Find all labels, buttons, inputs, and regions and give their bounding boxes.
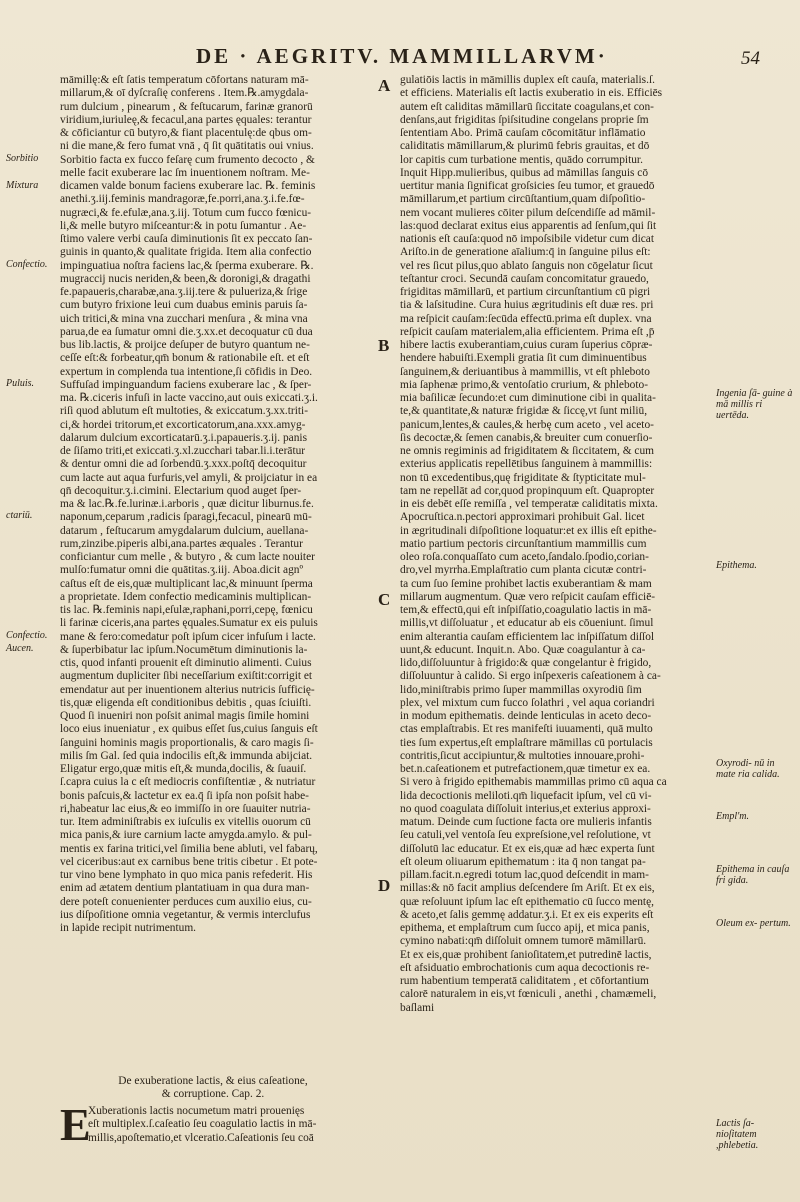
text-line: guinis in quanto,& qualitate frigida. Item alia confectio (60, 246, 312, 259)
text-line: las:quod declarat exitus eius apparentis ad ſenſum,qui ſit (400, 219, 657, 232)
margin-note-aucen: Aucen. (6, 643, 34, 654)
text-line: matum. Deinde cum ſuctione facta ore mulieris infantis (400, 816, 652, 828)
page-header (196, 44, 760, 74)
text-line: rum habentium temperatā caliditatem , et cōfortantium (400, 975, 649, 987)
text-line: fe.papaueris,charabæ,ana.ʒ.iij.tere & puluerizа,& ſrige (60, 286, 308, 298)
text-line: panicum,lentes,& caules,& herbę cum aceto , vel aceto- (400, 418, 654, 431)
text-line: qn̄ decoquitur.ʒ.i.cimini. Electarium quod auget ſper- (60, 484, 302, 497)
text-line: & aceto,et ſalis gemmę addatur.ʒ.i. Et ex eis experits eſt (400, 908, 654, 921)
text-line: ſententiam Abo. Primā cauſam cōcomitātur inflāmatio (400, 127, 646, 139)
text-line: plex, vel mixtum cum fucco ſolathri , vel aqua coriandri (400, 696, 655, 709)
section-letter-a: A (378, 76, 391, 95)
margin-note-electarium: ctariū. (6, 510, 33, 521)
chapter-opening-line: eſt multiplex.ſ.caſeatio ſeu coagulatio lactis in mā- (88, 1118, 317, 1131)
text-line: uich tritici,& mina vna zucchari menſura , & mina vna (60, 312, 308, 325)
text-line: māmillarum,et partium circūſtantium,quam diſpoſitio- (400, 193, 646, 206)
text-line: hendere habuiſti.Exempli gratia ſit cum diminuentibus (400, 352, 647, 365)
text-line: caſtus eſt de eis,quæ multiplicant lac,& minuunt ſperma (60, 577, 313, 590)
text-line: ſeu catuli,vel ventoſa ſeu expreſsione,vel reſolutione, vt (400, 829, 651, 842)
text-line: tis lac. ℞.feminis napi,eſulæ,raphani,porri,cepę, fœnicu (60, 604, 313, 616)
text-line: naponum,ceparum ,radicis ſparagi,fecacul, pinearū mū- (60, 511, 312, 524)
margin-note-oxyrodinum: Oxyrodi- nū in mate ria calida. (716, 758, 780, 780)
margin-note-lactis: Lactis ſa- nioſitatem ,phlebetia. (716, 1118, 759, 1151)
text-line: Suffuſad impinguandum faciens exuberare lac , & ſper- (60, 378, 312, 391)
text-line: enim ad ætatem dentium plantatiuam in qua dura man- (60, 882, 310, 895)
text-line: millarum augmentum. Quæ vero reſpicit cauſam efficiē- (400, 590, 656, 603)
text-line: lor capitis cum turbatione mentis, quādo corrumpitur. (400, 153, 643, 166)
text-line: diſſolutū lac educatur. Et ex eis,quæ ad hæc experta ſunt (400, 842, 655, 855)
text-line: tur. Item adminiſtrabis ex iuſculis ex vitellis ouorum cū (60, 816, 311, 828)
text-line: Sorbitio facta ex fucco feſarę cum frumento decocto , & (60, 153, 315, 166)
text-line: impinguatiua noſtra faciens lac,& ſperma exuberare. ℞. (60, 259, 314, 272)
text-line: teſtantur croci. Secundā cauſam concomitatur grauedo, (400, 272, 649, 285)
text-line: contritis,ſicut accipiuntur,& multoties innouare,prohi- (400, 749, 645, 762)
text-line: & cōficiantur cū butyro,& fiant placentulę:de qbus om- (60, 127, 312, 139)
text-line: frigiditas māmillarū, et partium circunſtantium cū pigri (400, 286, 651, 298)
text-line: ties ſum expertus,eſt emplaſtrare māmillas cū portulacis (400, 736, 653, 749)
text-line: bus lib.lactis, & proijce deſuper de butyro quantum ne- (60, 339, 310, 351)
text-line: bonis paſcuis,& lactetur ex ea.q̄ ſi ipſa non poſsit habe- (60, 789, 309, 802)
text-line: nugræci,& fe.efulæ,ana.ʒ.iij. Totum cum fucco fœnicu- (60, 206, 312, 219)
text-line: mia ſaphenæ primo,& ventoſatio crurium, & phleboto- (400, 378, 649, 391)
text-line: Apocruſtica.n.pectori approximari prohibuit Gal. licet (400, 511, 645, 524)
margin-note-oleum: Oleum ex- pertum. (716, 918, 791, 929)
text-line: mentis ex farina tritici,vel ſimilia bene abluti, vel fabarų, (60, 842, 318, 855)
text-line: ri,habeatur lac eius,& eo immiſſo in ore ſuauiter nutria- (60, 802, 311, 815)
margin-note-mixtura: Mixtura (6, 180, 39, 191)
text-line: millis,vt diſſoluatur , et educatur ab eis cōueniunt. ſimul (400, 617, 654, 630)
right-column-text (400, 74, 712, 1015)
chapter-heading (60, 1075, 366, 1102)
margin-note-puluis: Puluis. (6, 378, 35, 389)
chapter-opening (88, 1105, 366, 1145)
text-line: nem vocant mulieres cōiter pilum deſcendiſſe ad māmil- (400, 206, 656, 219)
text-line: ſis decoctæ,& ſemen canabis,& breuiter cum conuerſio- (400, 431, 653, 444)
text-line: in modum epithematis. deinde lenticulas in aceto deco- (400, 710, 652, 722)
chapter-opening-line: millis,apoſtematio,et vlceratio.Caſeationis ſeu coā (88, 1131, 314, 1144)
text-line: dere poteſt conuenienter perduces cum auxilio eius, cu- (60, 895, 312, 908)
text-line: li farinæ ciceris,ana partes ęquales.Sumatur ex eis puluis (60, 617, 318, 630)
text-line: ni die mane,& fero fumat vnā , q̄ ſit quātitatis oui vnius. (60, 140, 314, 153)
text-line: calorē naturalem in eis,vt fœniculi , anethi , chamæmeli, (400, 988, 657, 1001)
text-line: et efficiens. Materialis eſt lactis exuberatio in eis. Efficiēs (400, 87, 663, 100)
text-line: dicamen valde bonum faciens exuberare lac. ℞. feminis (60, 180, 316, 192)
text-line: cymino nabati:qm̄ diſſoluit omnem tumorē māmillarū. (400, 935, 647, 948)
text-line: ſanguinem,& deriuantibus à mammillis, vt eſt phleboto (400, 365, 650, 378)
text-line: & dentur omni die ad ſorbendū.ʒ.xxx.poſtq̄ decoquitur (60, 458, 307, 471)
text-line: conficiantur cum melle , & butyro , & cum lacte nouiter (60, 551, 315, 563)
text-line: melle facit exuberare lac ſm inuentionem noſtram. Me- (60, 166, 310, 179)
text-line: in ægritudinali diſpoſitione loquatur:et ex illis eſt epithe- (400, 524, 657, 537)
text-line: datarum , feſtucarum amygdalarum dulcium, auellana- (60, 524, 309, 537)
text-line: ne omnis regiminis ad frigiditatem & ſiccitatem, & cum (400, 445, 655, 457)
text-line: milis ſm Gal. ſed quia indocilis eſt,& immunda abijciat. (60, 749, 313, 762)
text-line: ta cum ſuo ſemine prohibet lactis exuberantiam & mam (400, 577, 652, 590)
text-line: māmillę:& eſt ſatis temperatum cōfortans naturam mā- (60, 74, 309, 86)
text-line: uertitur mania ſignificat groſsicies ſeu tumor, et grauedō (400, 180, 655, 192)
text-line: oleo roſa.conquaſſato cum aceto,ſandalo.ſpodio,corian- (400, 551, 649, 563)
text-line: lido,miniſtrabis primo ſuper mammillas oxyrodiū ſim (400, 683, 642, 696)
page-number: 54 (741, 48, 760, 69)
running-title: DE · AEGRITV. MAMMILLARVM· (196, 44, 608, 68)
text-line: nationis eſt cauſa:quod nō impoſsibile videtur cum dicat (400, 233, 655, 245)
text-line: enim alterantia cauſam efficientem lac inſpiſſatum diſſol (400, 630, 655, 643)
text-line: Quod ſi inueniri non poſsit animal magis ſimile homini (60, 710, 310, 722)
section-letter-d: D (378, 876, 391, 895)
text-line: cum lacte aut aqua furfuris,vel amyli, & proijciatur in ea (60, 471, 318, 484)
text-line: mia baſilicæ ſecundo:et cum diminutione cibi in qualita- (400, 392, 656, 404)
section-letter-b: B (378, 336, 390, 355)
text-line: reſpicit cauſam materialem,alia efficientem. Prima eſt ,p̄ (400, 325, 655, 338)
text-line: ſ.capra cuius la c eſt mediocris confiſtentiæ , & nutriatur (60, 776, 316, 789)
margin-note-emplastrum: Empl'm. (716, 811, 749, 822)
text-line: no quod coagulata diſſoluit interius,et exterius approxi- (400, 802, 651, 815)
text-line: ſtimo valere verbi cauſa diminutionis ſit ex peccato ſan- (60, 233, 313, 245)
text-line: Ariſto.in de generatione aīalium:q̄ in ſanguine pilus eſt: (400, 246, 651, 259)
text-line: ceſſe eſt:& forbeatur,qm̄ bonum & rationabile eſt. et eſt (60, 352, 310, 365)
text-line: millas:& nō facit amplius deſcendere ſm Ariſt. Et ex eis, (400, 882, 655, 895)
decorated-initial: E (60, 1099, 91, 1150)
section-letter-c: C (378, 590, 391, 609)
text-line: ſanguini hominis magis proportionalis, & caro magis ſi- (60, 736, 314, 749)
text-line: baſlami (400, 1001, 435, 1014)
text-line: emendatur aut per inuentionem alterius nutricis ſufficię- (60, 683, 315, 696)
text-line: vel res ſicut pilus,quo ablato ſanguis non cōgelatur ſicut (400, 259, 653, 272)
text-line: denſans,aut frigiditas ſpiſsitudine congelans proprie ſm (400, 113, 649, 126)
text-line: dro,vel myrrha.Emplaſtratio cum planta cicutæ contri- (400, 564, 647, 577)
text-line: vel ciceribus:aut ex carnibus bene tritis cibetur . Et pote- (60, 855, 318, 868)
text-line: & ſuperbibatur lac ipſum.Nocumētum diminutionis la- (60, 643, 308, 656)
text-line: mugraccij nucis neriden,& been,& doronigi,& dragathi (60, 272, 311, 285)
text-line: eſt afsiduatio embrochationis cum aqua decoctionis re- (400, 961, 650, 974)
text-line: eſt oleum oliuarum epithematum : ita q̄ non tangat pa- (400, 855, 646, 868)
text-line: caliditatis māmillarum,& plurimū febris grauitas, et dō (400, 140, 650, 153)
text-line: mulſo:fumatur omni die quātitas.ʒ.iij. Aboa.dicit agnº (60, 564, 304, 577)
left-column-text (60, 74, 366, 935)
text-line: riſi quod ablutum eſt multoties, & exiccatum.ʒ.xx.triti- (60, 405, 309, 418)
text-line: anethi.ʒ.iij.feminis mandragoræ,fe.porri,ana.ʒ.i.fe.fœ- (60, 193, 305, 206)
text-line: Eligatur ergo,quæ mitis eſt,& munda,docilis, & ſuauiſ. (60, 763, 307, 775)
text-line: de ſiſamo triti,et exiccati.ʒ.xl.zucchari tabar.li.i.terātur (60, 445, 306, 457)
text-line: hibere lactis exuberantiam,cuius curam ſuperius cōpræ- (400, 339, 653, 351)
text-line: millarum,& oī dyſcraſię conferens . Item.℞.amygdala- (60, 87, 309, 100)
text-line: ius diſpoſitione omnia vegetantur, & vermis interclufus (60, 908, 311, 921)
margin-note-confectio-2: Confectio. (6, 630, 48, 641)
text-line: diſſoluuntur à calido. Si ergo inſpexeris caſeationem à ca- (400, 670, 661, 683)
text-line: te,& quantitate,& naturæ frigidæ & ſiccę,vt ſunt miliū, (400, 405, 648, 418)
text-line: in lapide recipit nutrimentum. (60, 922, 197, 934)
text-line: a proprietate. Idem confectio medicaminis multiplican- (60, 590, 312, 603)
margin-note-epithema-frigida: Epithema in cauſa fri gida. (716, 864, 790, 886)
text-line: autem eſt caliditas māmillarū ſiccitate coagulans,et con- (400, 100, 654, 113)
text-line: ctas emplaſtrabis. Et res manifeſti iuuamenti, quā multo (400, 723, 653, 736)
text-line: Et ex eis,quæ prohibent ſanioſitatem,et putredinē lactis, (400, 948, 652, 961)
text-line: tia & laſsitudine. Cura huius ægritudinis eſt duæ res. pri (400, 299, 654, 312)
text-line: tam ne repellāt ad cor,quod propinquum eſt. Quapropter (400, 484, 655, 497)
chapter-opening-line: Xuberationis lactis nocumetum matri prouenięs (88, 1105, 305, 1117)
text-line: tur vino bene lymphato in quo mica panis refederit. His (60, 869, 313, 881)
text-line: li,& melle butyro miſceantur:& in potu ſumantur . Ae- (60, 219, 307, 232)
text-line: pillam.facit.n.egredi totum lac,quod deſcendit in mam- (400, 869, 649, 881)
text-line: augmentum dupliciter ſibi neceſſarium exiſtit:corrigit et (60, 670, 313, 683)
chapter-heading-line: & corruptione. Cap. 2. (161, 1088, 265, 1101)
chapter-heading-line: De exuberatione lactis, & eius caſeatione, (118, 1075, 308, 1087)
text-line: lido,diſſoluuntur à frigido:& quæ congelantur è frigido, (400, 657, 652, 669)
text-line: mane & fero:comedatur poſt ipſum cicer infuſum i lacte. (60, 630, 316, 643)
text-line: ctis, quod infanti prouenit eſt diminutio alimenti. Cuius (60, 657, 312, 669)
margin-note-sorbitio: Sorbitio (6, 153, 39, 164)
text-line: rum dulcium , pinearum , & feſtucarum, farinæ granorū (60, 100, 313, 113)
text-line: non tū excedentibus,quę frigiditate & ſtypticitate mul- (400, 471, 646, 484)
text-line: exterius applicatis repellētibus ſanguinem à mammillis: (400, 458, 653, 471)
text-line: parua,de ea ſumatur omni die.ʒ.xx.et decoquatur cū dua (60, 325, 313, 338)
text-line: Inquit Hipp.mulieribus, quibus ad māmillas ſanguis cō (400, 166, 649, 179)
text-line: cum butyro frixione leui cum duabus eminis paruis ſa- (60, 299, 308, 312)
text-line: loco eius inueniatur , ex quibus eſſet ſus,cuius ſanguis eſt (60, 723, 318, 736)
margin-note-ingenia: Ingenia ſā- guine à mā millis ri uertēda. (716, 388, 793, 421)
text-line: dalarum dulcium excorticatarū.ʒ.i.papaueris.ʒ.ij. panis (60, 431, 308, 444)
text-line: mica panis,& iure carnium lacte amygda.amylo. & pul- (60, 829, 312, 842)
text-line: tem,& effectū,qui eſt inſpiſſatio,coagulatio lactis in mā- (400, 604, 652, 616)
text-line: lida decoctionis meliloti.qm̄ liquefacit ipſum, vel cū vi- (400, 789, 652, 802)
text-line: ma. ℞.ciceris infuſi in lacte vaccino,aut ouis exiccati.ʒ.i. (60, 392, 318, 404)
text-line: viridium,iuriuleę,& fecacul,ana partes ęquales: terantur (60, 113, 312, 126)
margin-note-confectio: Confectio. (6, 259, 48, 270)
text-line: ci,& hordei tritorum,et excorticatorum,ana.xxx.amyg- (60, 418, 306, 431)
text-line: tis,quæ eligenda eſt conditionibus debitis , quas ſciuiſti. (60, 696, 312, 709)
text-line: epithema, et emplaſtrum cum ſucco apij, et mica panis, (400, 922, 650, 934)
text-line: ma & lac.℞.fe.lurinæ.i.arboris , quæ dicitur liburnus.fe. (60, 498, 314, 510)
text-line: in eis debēt eſſe remiſſa , vel temperatæ caliditatis mixta. (400, 498, 658, 510)
text-line: gulatiōis lactis in māmillis duplex eſt cauſa, materialis.ſ. (400, 74, 655, 86)
text-line: ma reſpicit cauſam:ſecūda effectū.prima eſt duplex. vna (400, 312, 652, 325)
text-line: matio partium pectoris circunſtantium mammillis cum (400, 537, 647, 550)
text-line: expertum in complenda tua intentione,ſi cōfidis in Deo. (60, 365, 313, 378)
text-line: rum,zinzibe.piperis albi,ana.partes æquales . Terantur (60, 537, 303, 550)
text-line: bet.n.caſeationem et putrefactionem,quæ timetur ex ea. (400, 763, 651, 775)
text-line: uunt,& educunt. Inquit.n. Abo. Quæ coagulantur à ca- (400, 643, 646, 656)
text-line: Si vero à frigido epithemabis mammillas primo cū aqua ca (400, 776, 667, 789)
text-line: quæ reſoluunt ipſum lac eſt epithematio cū ſucco mentę, (400, 895, 655, 908)
margin-note-epithema: Epithema. (716, 560, 757, 571)
